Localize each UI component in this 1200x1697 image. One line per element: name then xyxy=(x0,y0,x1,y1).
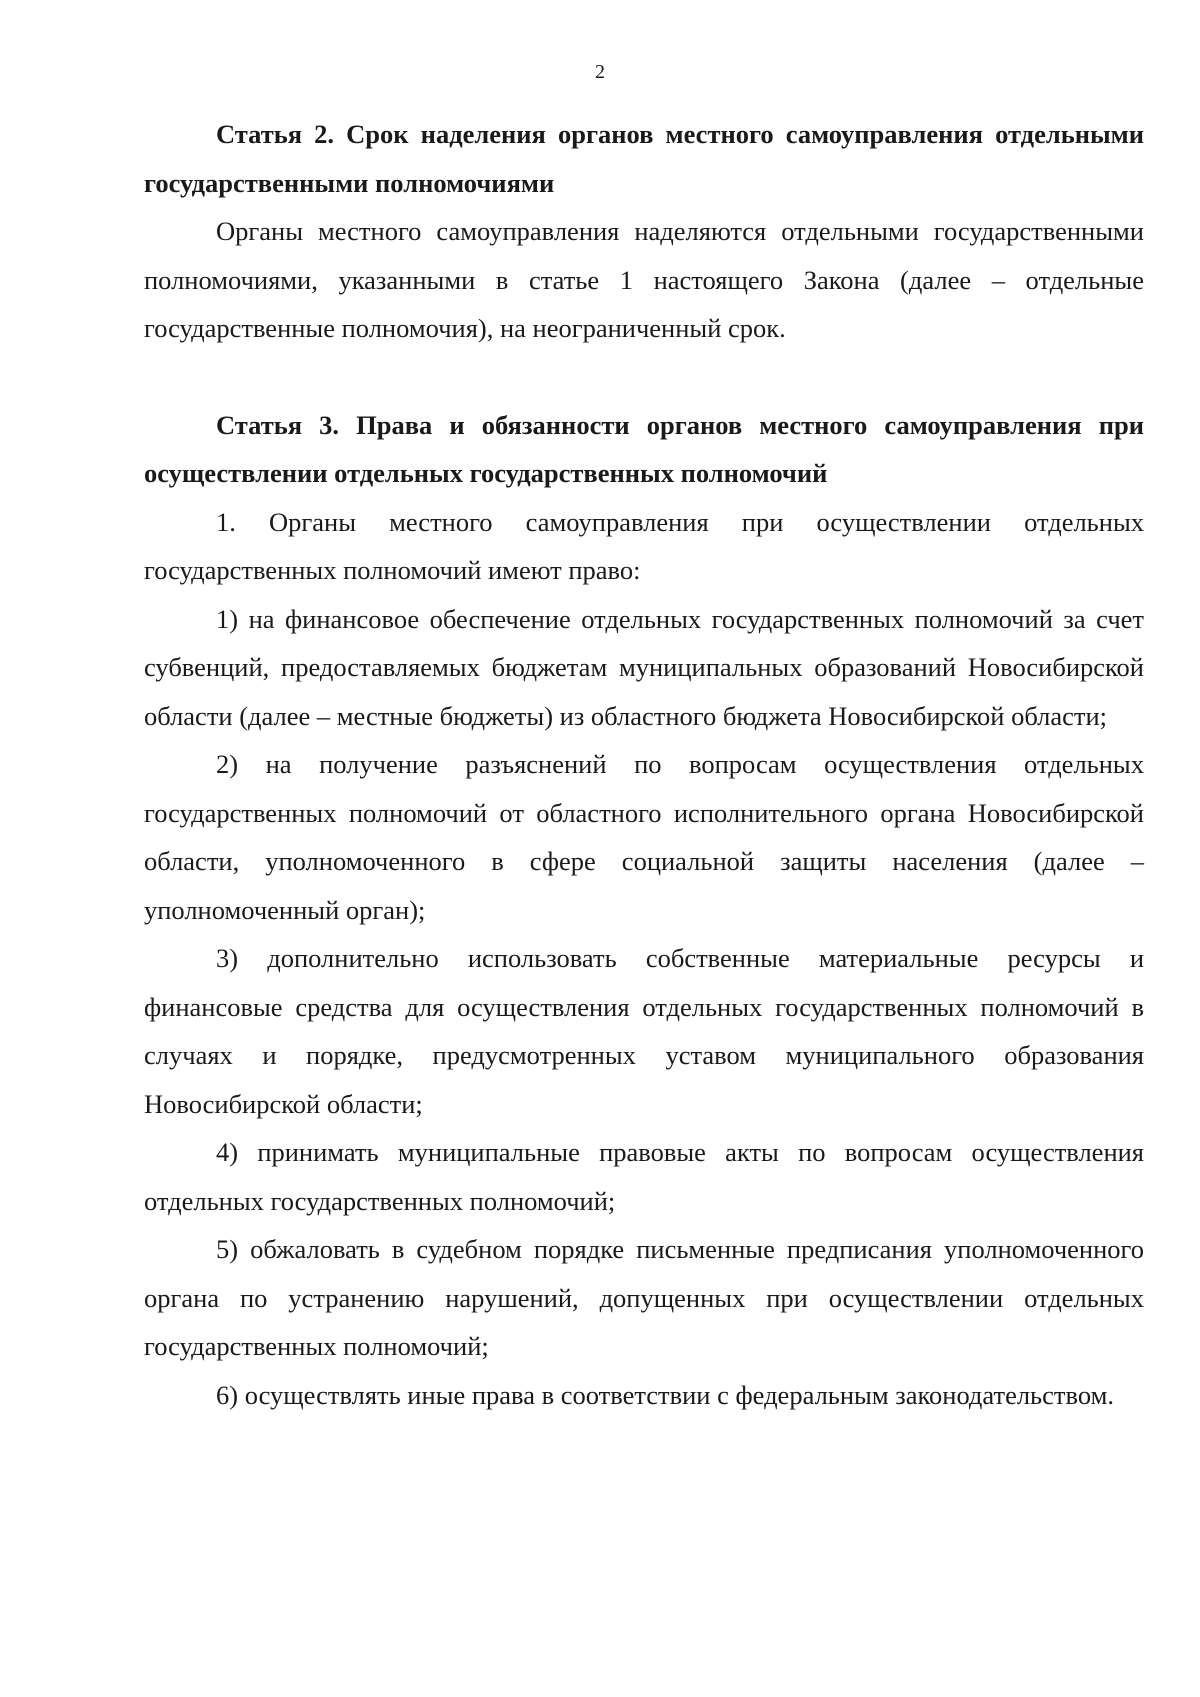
article-2-title: Статья 2. Срок наделения органов местного самоуправления отдельными государственными полномочиями xyxy=(144,119,1144,198)
article-3-title: Статья 3. Права и обязанности органов местного самоуправления при осуществлении отдельных государственных полномочий xyxy=(144,409,1144,488)
document-body xyxy=(144,110,1144,1419)
article-2-text: Органы местного самоуправления наделяются отдельными государственными полномочиями, указанными в статье 1 настоящего Закона (далее – отдельные государственные полномочия), на неограниченный срок. xyxy=(144,216,1144,343)
page-number: 2 xyxy=(595,61,605,83)
article-3-intro: 1. Органы местного самоуправления при осуществлении отдельных государственных полномочий имеют право: xyxy=(144,506,1144,585)
article-3-item-2: 2) на получение разъяснений по вопросам осуществления отдельных государственных полномочий от областного исполнительного органа Новосибирской области, уполномоченного в сфере социальной защиты населения (далее – уполномоченный орган); xyxy=(144,749,1144,925)
article-3-item-1: 1) на финансовое обеспечение отдельных государственных полномочий за счет субвенций, предоставляемых бюджетам муниципальных образований Новосибирской области (далее – местные бюджеты) из областного бюджета Новосибирской области; xyxy=(144,603,1144,731)
article-3-item-6: 6) осуществлять иные права в соответствии с федеральным законодательством. xyxy=(216,1379,1114,1410)
article-3-item-4: 4) принимать муниципальные правовые акты по вопросам осуществления отдельных государственных полномочий; xyxy=(144,1137,1144,1216)
article-3-item-5: 5) обжаловать в судебном порядке письменные предписания уполномоченного органа по устранению нарушений, допущенных при осуществлении отдельных государственных полномочий; xyxy=(144,1234,1144,1361)
article-3-item-3: 3) дополнительно использовать собственные материальные ресурсы и финансовые средства для осуществления отдельных государственных полномочий в случаях и порядке, предусмотренных уставом муниципального образования Новосибирской области; xyxy=(144,943,1144,1119)
section-spacer xyxy=(144,353,1144,401)
